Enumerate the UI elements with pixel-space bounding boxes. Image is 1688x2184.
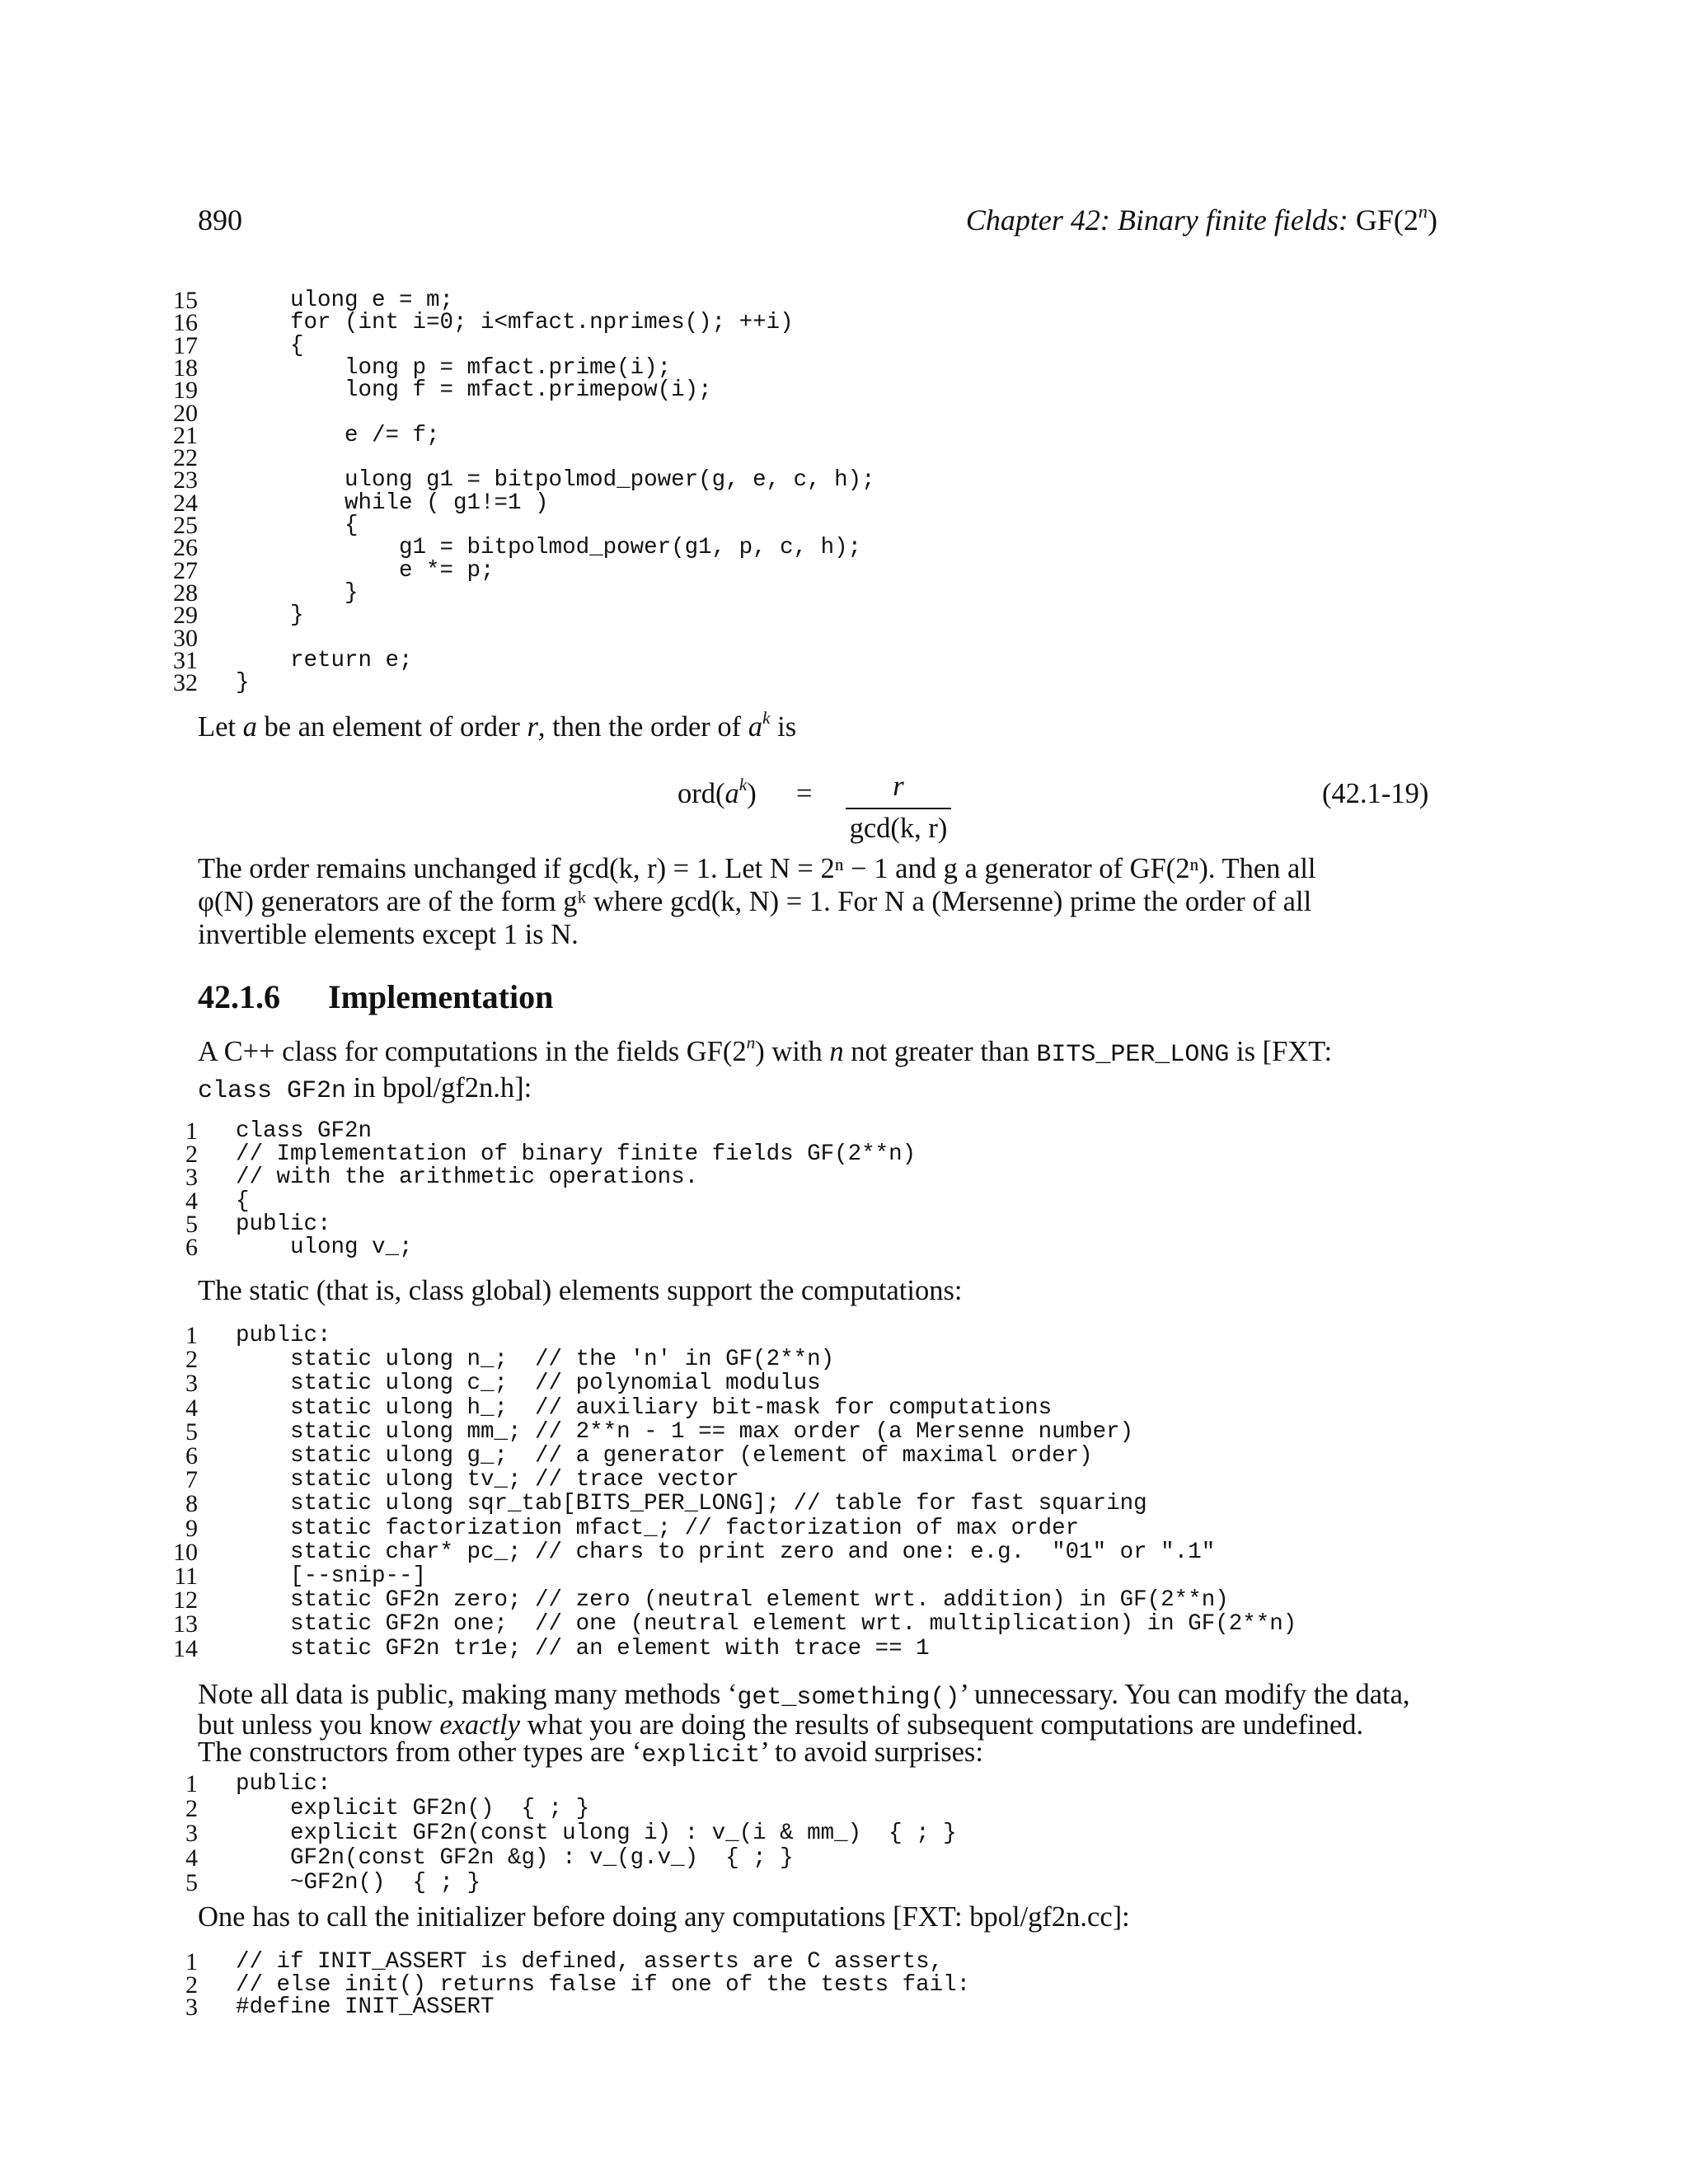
- line-number: 28: [173, 579, 198, 607]
- line-number: 1: [185, 1948, 198, 1975]
- line-number: 32: [173, 669, 198, 697]
- text-run: but unless you know: [198, 1709, 440, 1741]
- math-n: n: [746, 1033, 756, 1053]
- code-line: e *= p;: [236, 557, 495, 583]
- line-number: 5: [185, 1418, 198, 1446]
- text-run: ’ to avoid surprises:: [760, 1736, 983, 1768]
- line-number: 4: [185, 1844, 198, 1872]
- equation-label: (42.1-19): [1322, 778, 1429, 809]
- line-number: 2: [185, 1795, 198, 1822]
- line-number: 27: [173, 556, 198, 584]
- text-run: A C++ class for computations in the fields GF(2: [198, 1036, 747, 1067]
- paragraph-line: The order remains unchanged if gcd(k, r) = 1. Let N = 2ⁿ − 1 and g a generator of GF(2ⁿ). Then all: [198, 853, 1316, 884]
- code-line: static ulong g_; // a generator (element of maximal order): [236, 1443, 1093, 1469]
- line-number: 24: [173, 489, 198, 517]
- line-number: 14: [173, 1634, 198, 1662]
- code-line: static GF2n one; // one (neutral element wrt. multiplication) in GF(2**n): [236, 1611, 1297, 1638]
- inline-code: class GF2n: [198, 1077, 347, 1105]
- line-number: 23: [173, 466, 198, 494]
- equation-lhs: [678, 775, 757, 810]
- line-number: 22: [173, 444, 198, 472]
- inline-code: explicit: [641, 1741, 761, 1769]
- fraction-bar: [846, 808, 951, 809]
- code-line: {: [236, 513, 359, 538]
- chapter-header: [965, 200, 1437, 237]
- section-title: Implementation: [328, 978, 554, 1015]
- section-number: 42.1.6: [198, 978, 280, 1015]
- math-a: a: [724, 778, 739, 809]
- code-line: long f = mfact.primepow(i);: [236, 377, 712, 404]
- text-run: , then the order of: [537, 711, 748, 743]
- paragraph-line: [198, 1681, 1437, 1712]
- line-number: 3: [185, 1164, 198, 1192]
- equation-fraction: [846, 771, 951, 845]
- paragraph-static: The static (that is, class global) elements support the computations:: [198, 1275, 963, 1306]
- chapter-gf: GF(2: [1355, 204, 1418, 237]
- line-number: 1: [185, 1770, 198, 1797]
- text-run: what you are doing the results of subsequent computations are undefined.: [519, 1709, 1364, 1741]
- line-number: 17: [173, 331, 198, 359]
- line-number: 6: [185, 1234, 198, 1261]
- code-line: static GF2n tr1e; // an element with trace == 1: [236, 1635, 930, 1661]
- code-line: static GF2n zero; // zero (neutral element wrt. addition) in GF(2**n): [236, 1587, 1229, 1614]
- code-line: static ulong c_; // polynomial modulus: [236, 1371, 821, 1397]
- code-line: static ulong h_; // auxiliary bit-mask for computations: [236, 1394, 1053, 1421]
- text-run: ord(: [678, 778, 725, 809]
- text-run: not greater than: [843, 1036, 1037, 1067]
- line-number: 20: [173, 399, 198, 427]
- math-k: k: [738, 775, 748, 795]
- inline-code: get_something(): [737, 1684, 960, 1712]
- code-line: }: [236, 602, 304, 629]
- line-number: 6: [185, 1442, 198, 1469]
- paragraph-line: [198, 1709, 1437, 1741]
- text-run: is [FXT:: [1229, 1036, 1333, 1067]
- paragraph-init: One has to call the initializer before doing any computations [FXT: bpol/gf2n.cc]:: [198, 1901, 1130, 1933]
- line-number: 3: [185, 1820, 198, 1847]
- paragraph-order-intro: [198, 710, 1437, 743]
- line-number: 1: [185, 1118, 198, 1145]
- code-line: explicit GF2n(const ulong i) : v_(i & mm_) { ; }: [236, 1821, 957, 1846]
- code-line: static ulong n_; // the 'n' in GF(2**n): [236, 1347, 835, 1373]
- code-line: #define INIT_ASSERT: [236, 1994, 495, 2020]
- code-line: static ulong tv_; // trace vector: [236, 1467, 739, 1493]
- line-number: 7: [185, 1466, 198, 1494]
- code-line: {: [236, 332, 304, 359]
- inline-code: BITS_PER_LONG: [1036, 1041, 1230, 1069]
- line-number: 13: [173, 1610, 198, 1638]
- text-run: Note all data is public, making many methods ‘: [198, 1679, 738, 1710]
- line-number: 29: [173, 602, 198, 630]
- page-number: 890: [198, 204, 242, 237]
- code-line: explicit GF2n() { ; }: [236, 1796, 590, 1821]
- line-number: 19: [173, 377, 198, 405]
- line-number: 3: [185, 1994, 198, 2021]
- code-line: ulong e = m;: [236, 288, 454, 313]
- fraction-denominator: gcd(k, r): [849, 813, 948, 844]
- line-number: 21: [173, 421, 198, 449]
- text-run: be an element of order: [256, 711, 528, 743]
- chapter-sup: n: [1418, 200, 1428, 222]
- math-n: n: [829, 1036, 844, 1067]
- code-line: static ulong sqr_tab[BITS_PER_LONG]; // table for fast squaring: [236, 1491, 1147, 1517]
- code-line: ulong g1 = bitpolmod_power(g, e, c, h);: [236, 467, 875, 494]
- line-number: 8: [185, 1490, 198, 1518]
- math-r: r: [527, 711, 538, 743]
- code-line: long p = mfact.prime(i);: [236, 354, 672, 381]
- line-number: 2: [185, 1971, 198, 1999]
- code-line: ~GF2n() { ; }: [236, 1870, 481, 1896]
- paragraph-gcd: [198, 852, 1437, 951]
- line-number: 2: [185, 1141, 198, 1169]
- code-line: // Implementation of binary finite fields GF(2**n): [236, 1141, 917, 1168]
- code-line: ulong v_;: [236, 1235, 413, 1260]
- text-run: The constructors from other types are ‘: [198, 1736, 642, 1768]
- code-line: // else init() returns false if one of the tests fail:: [236, 1971, 971, 1998]
- chapter-title: Chapter 42: Binary finite fields:: [965, 204, 1348, 237]
- line-number: 5: [185, 1869, 198, 1896]
- line-number: 5: [185, 1210, 198, 1238]
- text-run: ): [747, 778, 757, 809]
- line-number: 26: [173, 534, 198, 562]
- code-line: class GF2n: [236, 1118, 373, 1144]
- code-line: }: [236, 670, 250, 696]
- text-run: ’ unnecessary. You can modify the data,: [959, 1679, 1410, 1710]
- text-run: ) with: [755, 1036, 830, 1067]
- fraction-numerator: r: [893, 771, 904, 802]
- paragraph-line: [198, 1736, 1437, 1769]
- line-number: 9: [185, 1514, 198, 1542]
- line-number: 12: [173, 1586, 198, 1615]
- text-run: Let: [198, 711, 243, 743]
- paragraph-class-intro: [198, 1035, 1437, 1108]
- line-number: 30: [173, 624, 198, 652]
- code-line: [--snip--]: [236, 1563, 427, 1589]
- math-a: a: [748, 711, 762, 743]
- text-run: in bpol/gf2n.h]:: [346, 1072, 532, 1104]
- equation-equals: =: [796, 778, 813, 809]
- section-heading: [198, 977, 553, 1016]
- math-k: k: [762, 708, 771, 729]
- code-line: g1 = bitpolmod_power(g1, p, c, h);: [236, 535, 862, 561]
- line-number: 11: [174, 1563, 198, 1590]
- line-number: 10: [173, 1538, 198, 1566]
- code-line: static ulong mm_; // 2**n - 1 == max order (a Mersenne number): [236, 1418, 1134, 1445]
- line-number: 4: [185, 1187, 198, 1215]
- code-line: return e;: [236, 647, 413, 673]
- line-number: 25: [173, 512, 198, 539]
- line-number: 1: [185, 1322, 198, 1349]
- code-line: public:: [236, 1211, 331, 1237]
- line-number: 2: [185, 1346, 198, 1374]
- line-number: 18: [173, 354, 198, 382]
- code-line: public:: [236, 1771, 331, 1797]
- code-line: static char* pc_; // chars to print zero and one: e.g. "01" or ".1": [236, 1539, 1216, 1565]
- code-line: while ( g1!=1 ): [236, 490, 549, 516]
- code-line: static factorization mfact_; // factorization of max order: [236, 1515, 1080, 1541]
- line-number: 15: [173, 287, 198, 314]
- paragraph-note: [198, 1681, 1437, 1769]
- paragraph-line: invertible elements except 1 is N.: [198, 919, 579, 950]
- code-line: // if INIT_ASSERT is defined, asserts are C asserts,: [236, 1949, 944, 1975]
- code-line: {: [236, 1188, 250, 1214]
- text-run: is: [770, 711, 797, 743]
- line-number: 31: [173, 646, 198, 674]
- line-number: 3: [185, 1370, 198, 1398]
- code-line: GF2n(const GF2n &g) : v_(g.v_) { ; }: [236, 1845, 794, 1871]
- code-line: e /= f;: [236, 422, 440, 448]
- math-a: a: [242, 711, 257, 743]
- paragraph-line: φ(N) generators are of the form gᵏ where gcd(k, N) = 1. For N a (Mersenne) prime the order of all: [198, 886, 1312, 917]
- line-number: 16: [173, 309, 198, 337]
- code-line: // with the arithmetic operations.: [236, 1165, 699, 1191]
- emphasis: exactly: [439, 1709, 520, 1741]
- chapter-close: ): [1428, 204, 1437, 237]
- code-line: for (int i=0; i<mfact.nprimes(); ++i): [236, 310, 794, 336]
- code-line: public:: [236, 1323, 331, 1348]
- line-number: 4: [185, 1394, 198, 1422]
- code-line: }: [236, 579, 359, 606]
